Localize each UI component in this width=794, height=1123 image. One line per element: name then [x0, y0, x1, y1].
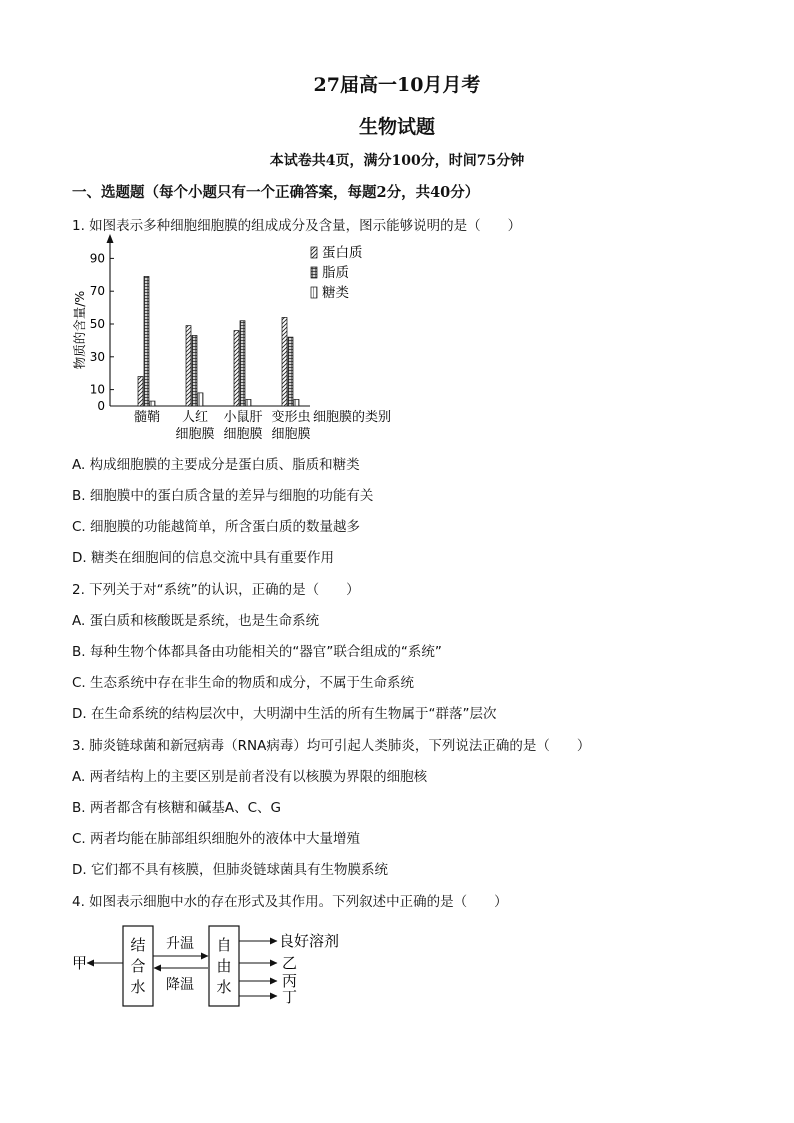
question-1-option-b[interactable]: B. 细胞膜中的蛋白质含量的差异与细胞的功能有关 [72, 488, 374, 504]
chart-bars [138, 276, 299, 406]
output-label-yi: 乙 [282, 954, 298, 972]
question-1-option-c[interactable]: C. 细胞膜的功能越简单，所含蛋白质的数量越多 [72, 519, 361, 535]
x-category-label-line2: 细胞膜 [271, 427, 311, 442]
legend-swatch-vertical [311, 287, 317, 298]
question-1-option-a[interactable]: A. 构成细胞膜的主要成分是蛋白质、脂质和糖类 [72, 457, 360, 473]
x-category-label: 变形虫 [271, 410, 311, 425]
bar-vertical [294, 399, 299, 406]
heat-up-label: 升温 [166, 936, 194, 952]
question-2-stem: 2. 下列关于对“系统”的认识，正确的是（ ） [72, 582, 360, 598]
left-output-label: 甲 [72, 954, 88, 972]
question-3-option-c[interactable]: C. 两者均能在肺部组织细胞外的液体中大量增殖 [72, 831, 361, 847]
question-2-option-b[interactable]: B. 每种生物个体都具备由功能相关的“器官”联合组成的“系统” [72, 644, 442, 660]
subject-title: 生物试题 [358, 116, 435, 138]
question-1-stem: 1. 如图表示多种细胞细胞膜的组成成分及含量，图示能够说明的是（ ） [72, 218, 522, 234]
bound-water-char-3: 水 [130, 978, 146, 996]
legend-label: 脂质 [322, 265, 349, 281]
y-tick-label: 30 [89, 349, 105, 364]
legend-label: 糖类 [322, 285, 349, 301]
x-category-label: 小鼠肝 [223, 410, 263, 425]
bar-grid [144, 276, 149, 406]
y-axis-arrowhead [107, 234, 114, 243]
free-water-char-1: 自 [216, 936, 232, 954]
y-tick-label: 70 [89, 284, 105, 299]
x-category-label-line2: 细胞膜 [223, 427, 263, 442]
question-2-option-a[interactable]: A. 蛋白质和核酸既是系统，也是生命系统 [72, 613, 320, 629]
question-3-stem: 3. 肺炎链球菌和新冠病毒（RNA病毒）均可引起人类肺炎，下列说法正确的是（ ） [72, 738, 591, 754]
question-2-option-d[interactable]: D. 在生命系统的结构层次中，大明湖中生活的所有生物属于“群落”层次 [72, 706, 497, 722]
question-3-option-a[interactable]: A. 两者结构上的主要区别是前者没有以核膜为界限的细胞核 [72, 769, 428, 785]
water-form-diagram [70, 920, 340, 1012]
bound-water-char-2: 合 [130, 957, 146, 975]
free-water-char-2: 由 [216, 957, 232, 975]
y-axis-label: 物质的含量/% [72, 290, 87, 370]
question-1-option-d[interactable]: D. 糖类在细胞间的信息交流中具有重要作用 [72, 550, 334, 566]
cool-down-label: 降温 [166, 977, 194, 993]
bar-grid [192, 335, 197, 406]
exam-title: 27届高一10月月考 [313, 74, 481, 96]
question-2-option-c[interactable]: C. 生态系统中存在非生命的物质和成分，不属于生命系统 [72, 675, 415, 691]
y-tick-label: 90 [89, 251, 105, 266]
bar-diagonal [282, 317, 287, 406]
bar-vertical [150, 401, 155, 406]
question-3-option-b[interactable]: B. 两者都含有核糖和碱基A、C、G [72, 800, 281, 816]
legend-swatch-grid [311, 267, 317, 278]
exam-info: 本试卷共4页，满分100分，时间75分钟 [269, 153, 525, 169]
bar-vertical [246, 399, 251, 406]
bar-grid [240, 321, 245, 406]
y-tick-label: 0 [97, 399, 105, 413]
membrane-composition-chart [66, 232, 426, 448]
question-3-option-d[interactable]: D. 它们都不具有核膜，但肺炎链球菌具有生物膜系统 [72, 862, 388, 878]
output-label-solvent: 良好溶剂 [279, 932, 340, 950]
bar-vertical [198, 393, 203, 406]
chart-legend [311, 245, 363, 301]
bound-water-char-1: 结 [130, 936, 146, 954]
x-category-label: 人红 [181, 410, 209, 425]
y-tick-label: 50 [89, 317, 105, 331]
legend-label: 蛋白质 [322, 245, 363, 261]
section-heading: 一、选题题（每个小题只有一个正确答案，每题2分，共40分） [72, 184, 480, 201]
bar-diagonal [234, 331, 239, 406]
x-category-label: 髓鞘 [133, 410, 161, 425]
x-axis-label: 细胞膜的类别 [313, 410, 392, 425]
question-4-stem: 4. 如图表示细胞中水的存在形式及其作用。下列叙述中正确的是（ ） [72, 894, 508, 910]
bar-diagonal [186, 326, 191, 406]
output-label-ding: 丁 [282, 988, 298, 1006]
bar-grid [288, 337, 293, 406]
chart-axes [107, 234, 311, 406]
legend-swatch-diagonal [311, 247, 317, 258]
x-category-label-line2: 细胞膜 [175, 427, 215, 442]
free-water-char-3: 水 [216, 978, 232, 996]
bar-diagonal [138, 376, 143, 406]
y-tick-label: 10 [89, 382, 105, 397]
output-label-bing: 丙 [282, 972, 298, 990]
